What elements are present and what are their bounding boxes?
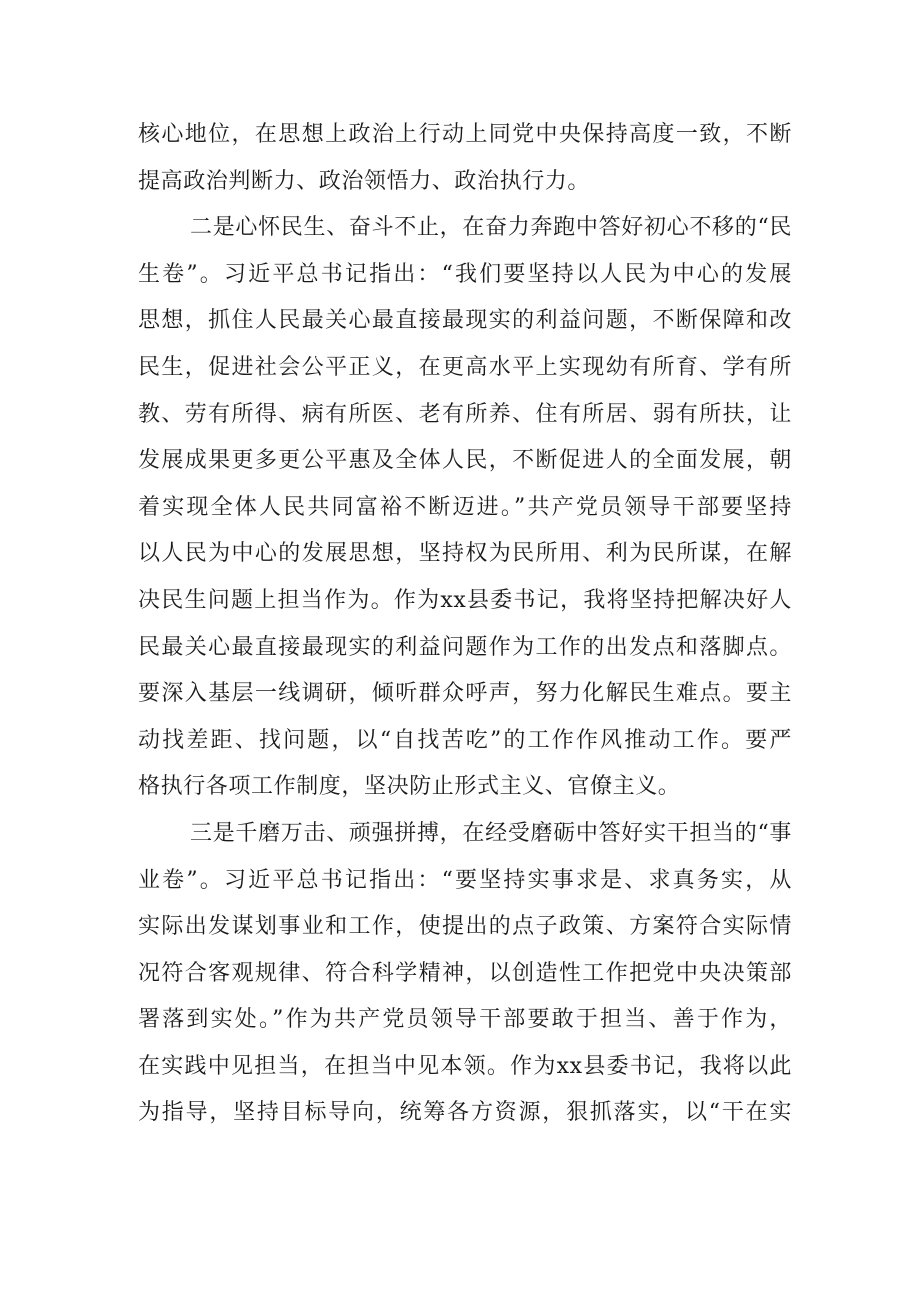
text-line: 要深入基层一线调研，倾听群众呼声，努力化解民生难点。要主 — [138, 681, 792, 707]
text-line: 实际出发谋划事业和工作，使提出的点子政策、方案符合实际情 — [138, 914, 792, 940]
text-line: 在实践中见担当，在担当中见本领。作为xx县委书记，我将以此 — [138, 1053, 792, 1079]
text-line: 民生，促进社会公平正义，在更高水平上实现幼有所育、学有所 — [138, 354, 792, 380]
paragraph-start-line: 二是心怀民生、奋斗不止，在奋力奔跑中答好初心不移的“民 — [190, 215, 792, 241]
text-line: 思想，抓住人民最关心最直接最现实的利益问题，不断保障和改 — [138, 308, 792, 334]
text-line: 为指导，坚持目标导向，统筹各方资源，狠抓落实，以“干在实 — [138, 1100, 792, 1126]
text-line: 决民生问题上担当作为。作为xx县委书记，我将坚持把解决好人 — [138, 587, 792, 613]
text-line: 提高政治判断力、政治领悟力、政治执行力。 — [138, 168, 591, 194]
text-line: 动找差距、找问题，以“自找苦吃”的工作作风推动工作。要严 — [138, 727, 792, 753]
text-line: 况符合客观规律、符合科学精神，以创造性工作把党中央决策部 — [138, 960, 792, 986]
text-line: 发展成果更多更公平惠及全体人民，不断促进人的全面发展，朝 — [138, 448, 792, 474]
text-line: 署落到实处。”作为共产党员领导干部要敢于担当、善于作为， — [138, 1007, 792, 1033]
text-line: 生卷”。习近平总书记指出：“我们要坚持以人民为中心的发展 — [138, 261, 792, 287]
text-line: 业卷”。习近平总书记指出：“要坚持实事求是、求真务实，从 — [138, 867, 792, 893]
text-line: 格执行各项工作制度，坚决防止形式主义、官僚主义。 — [138, 774, 681, 800]
document-body — [138, 112, 792, 1137]
text-line: 着实现全体人民共同富裕不断迈进。”共产党员领导干部要坚持 — [138, 494, 792, 520]
text-line: 民最关心最直接最现实的利益问题作为工作的出发点和落脚点。 — [138, 634, 792, 660]
paragraph-start-line: 三是千磨万击、顽强拼搏，在经受磨砺中答好实干担当的“事 — [190, 820, 792, 846]
text-line: 教、劳有所得、病有所医、老有所养、住有所居、弱有所扶，让 — [138, 401, 792, 427]
text-line: 核心地位，在思想上政治上行动上同党中央保持高度一致，不断 — [138, 122, 792, 147]
text-line: 以人民为中心的发展思想，坚持权为民所用、利为民所谋，在解 — [138, 541, 792, 567]
